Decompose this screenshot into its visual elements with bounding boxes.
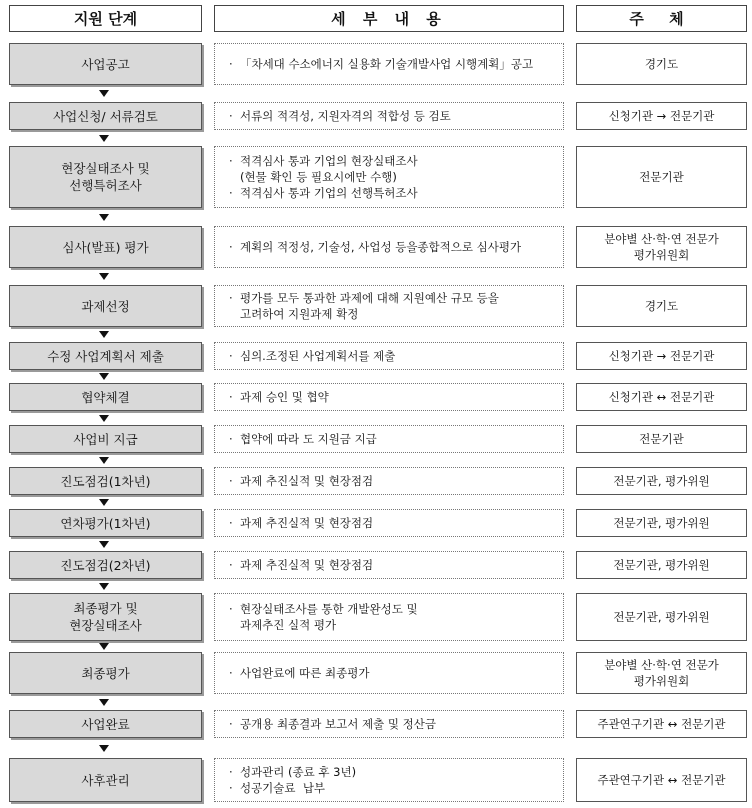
stage-box: 과제선정 [9,285,202,327]
stage-box: 수정 사업계획서 제출 [9,342,202,370]
detail-line: · 서류의 적격성, 지원자격의 적합성 등 검토 [229,109,451,123]
owner-box: 전문기관, 평가위원 [576,551,747,579]
process-row [0,43,752,85]
owner-box: 전문기관, 평가위원 [576,509,747,537]
detail-box [214,710,564,738]
down-arrow-icon [99,643,109,650]
detail-line: · 적격심사 통과 기업의 현장실태조사 [229,154,418,168]
detail-box [214,509,564,537]
detail-line: 과제추진 실적 평가 [229,618,337,632]
detail-line: · 현장실태조사를 통한 개발완성도 및 [229,602,418,616]
process-row [0,342,752,370]
stage-box: 최종평가 [9,652,202,694]
stage-box: 사후관리 [9,758,202,802]
owner-box: 신청기관 → 전문기관 [576,102,747,130]
detail-box [214,425,564,453]
header-stage: 지원 단계 [9,5,202,32]
detail-box [214,593,564,641]
down-arrow-icon [99,331,109,338]
down-arrow-icon [99,90,109,97]
detail-line: (현물 확인 등 필요시에만 수행) [229,170,397,184]
owner-box: 전문기관 [576,146,747,208]
stage-box: 최종평가 및 현장실태조사 [9,593,202,641]
process-row [0,226,752,268]
detail-box [214,43,564,85]
detail-box [214,467,564,495]
stage-box: 연차평가(1차년) [9,509,202,537]
detail-line: · 성공기술료 납부 [229,781,326,795]
detail-line: · 계획의 적정성, 기술성, 사업성 등을종합적으로 심사평가 [229,240,522,254]
owner-box: 전문기관, 평가위원 [576,467,747,495]
down-arrow-icon [99,214,109,221]
detail-line: · 평가를 모두 통과한 과제에 대해 지원예산 규모 등을 [229,291,499,305]
stage-box: 사업완료 [9,710,202,738]
owner-box: 분야별 산·학·연 전문가 평가위원회 [576,652,747,694]
stage-box: 사업비 지급 [9,425,202,453]
owner-box: 분야별 산·학·연 전문가 평가위원회 [576,226,747,268]
detail-line: 고려하여 지원과제 확정 [229,307,359,321]
owner-box: 주관연구기관 ↔ 전문기관 [576,710,747,738]
process-row [0,467,752,495]
down-arrow-icon [99,457,109,464]
detail-line: · 사업완료에 따른 최종평가 [229,666,370,680]
stage-box: 사업공고 [9,43,202,85]
detail-box [214,652,564,694]
process-row [0,425,752,453]
stage-box: 사업신청/ 서류검토 [9,102,202,130]
detail-box [214,342,564,370]
detail-line: · 과제 추진실적 및 현장점검 [229,516,374,530]
detail-line: · 「차세대 수소에너지 실용화 기술개발사업 시행계획」공고 [229,57,534,71]
detail-line: · 공개용 최종결과 보고서 제출 및 정산금 [229,717,436,731]
process-row [0,758,752,802]
stage-box: 현장실태조사 및 선행특허조사 [9,146,202,208]
down-arrow-icon [99,745,109,752]
owner-box: 경기도 [576,43,747,85]
detail-line: · 협약에 따라 도 지원금 지급 [229,432,377,446]
process-row [0,285,752,327]
detail-line: · 성과관리 (종료 후 3년) [229,765,357,779]
header-detail: 세 부 내 용 [214,5,564,32]
down-arrow-icon [99,273,109,280]
process-row [0,593,752,641]
detail-box [214,383,564,411]
owner-box: 전문기관 [576,425,747,453]
detail-line: · 과제 추진실적 및 현장점검 [229,474,374,488]
stage-box: 진도점검(1차년) [9,467,202,495]
owner-box: 신청기관 → 전문기관 [576,342,747,370]
down-arrow-icon [99,415,109,422]
owner-box: 전문기관, 평가위원 [576,593,747,641]
header-owner: 주 체 [576,5,747,32]
stage-box: 협약체결 [9,383,202,411]
stage-box: 심사(발표) 평가 [9,226,202,268]
owner-box: 주관연구기관 ↔ 전문기관 [576,758,747,802]
down-arrow-icon [99,135,109,142]
detail-box [214,146,564,208]
owner-box: 경기도 [576,285,747,327]
detail-box [214,758,564,802]
detail-box [214,226,564,268]
stage-box: 진도점검(2차년) [9,551,202,579]
process-row [0,509,752,537]
detail-box [214,102,564,130]
down-arrow-icon [99,583,109,590]
process-row [0,102,752,130]
owner-box: 신청기관 ↔ 전문기관 [576,383,747,411]
down-arrow-icon [99,499,109,506]
process-row [0,652,752,694]
down-arrow-icon [99,699,109,706]
down-arrow-icon [99,373,109,380]
detail-box [214,551,564,579]
detail-line: · 과제 추진실적 및 현장점검 [229,558,374,572]
detail-box [214,285,564,327]
process-row [0,551,752,579]
process-row [0,383,752,411]
process-row [0,710,752,738]
process-row [0,146,752,208]
detail-line: · 과제 승인 및 협약 [229,390,329,404]
detail-line: · 심의.조정된 사업계획서를 제출 [229,349,396,363]
detail-line: · 적격심사 통과 기업의 선행특허조사 [229,186,418,200]
down-arrow-icon [99,541,109,548]
